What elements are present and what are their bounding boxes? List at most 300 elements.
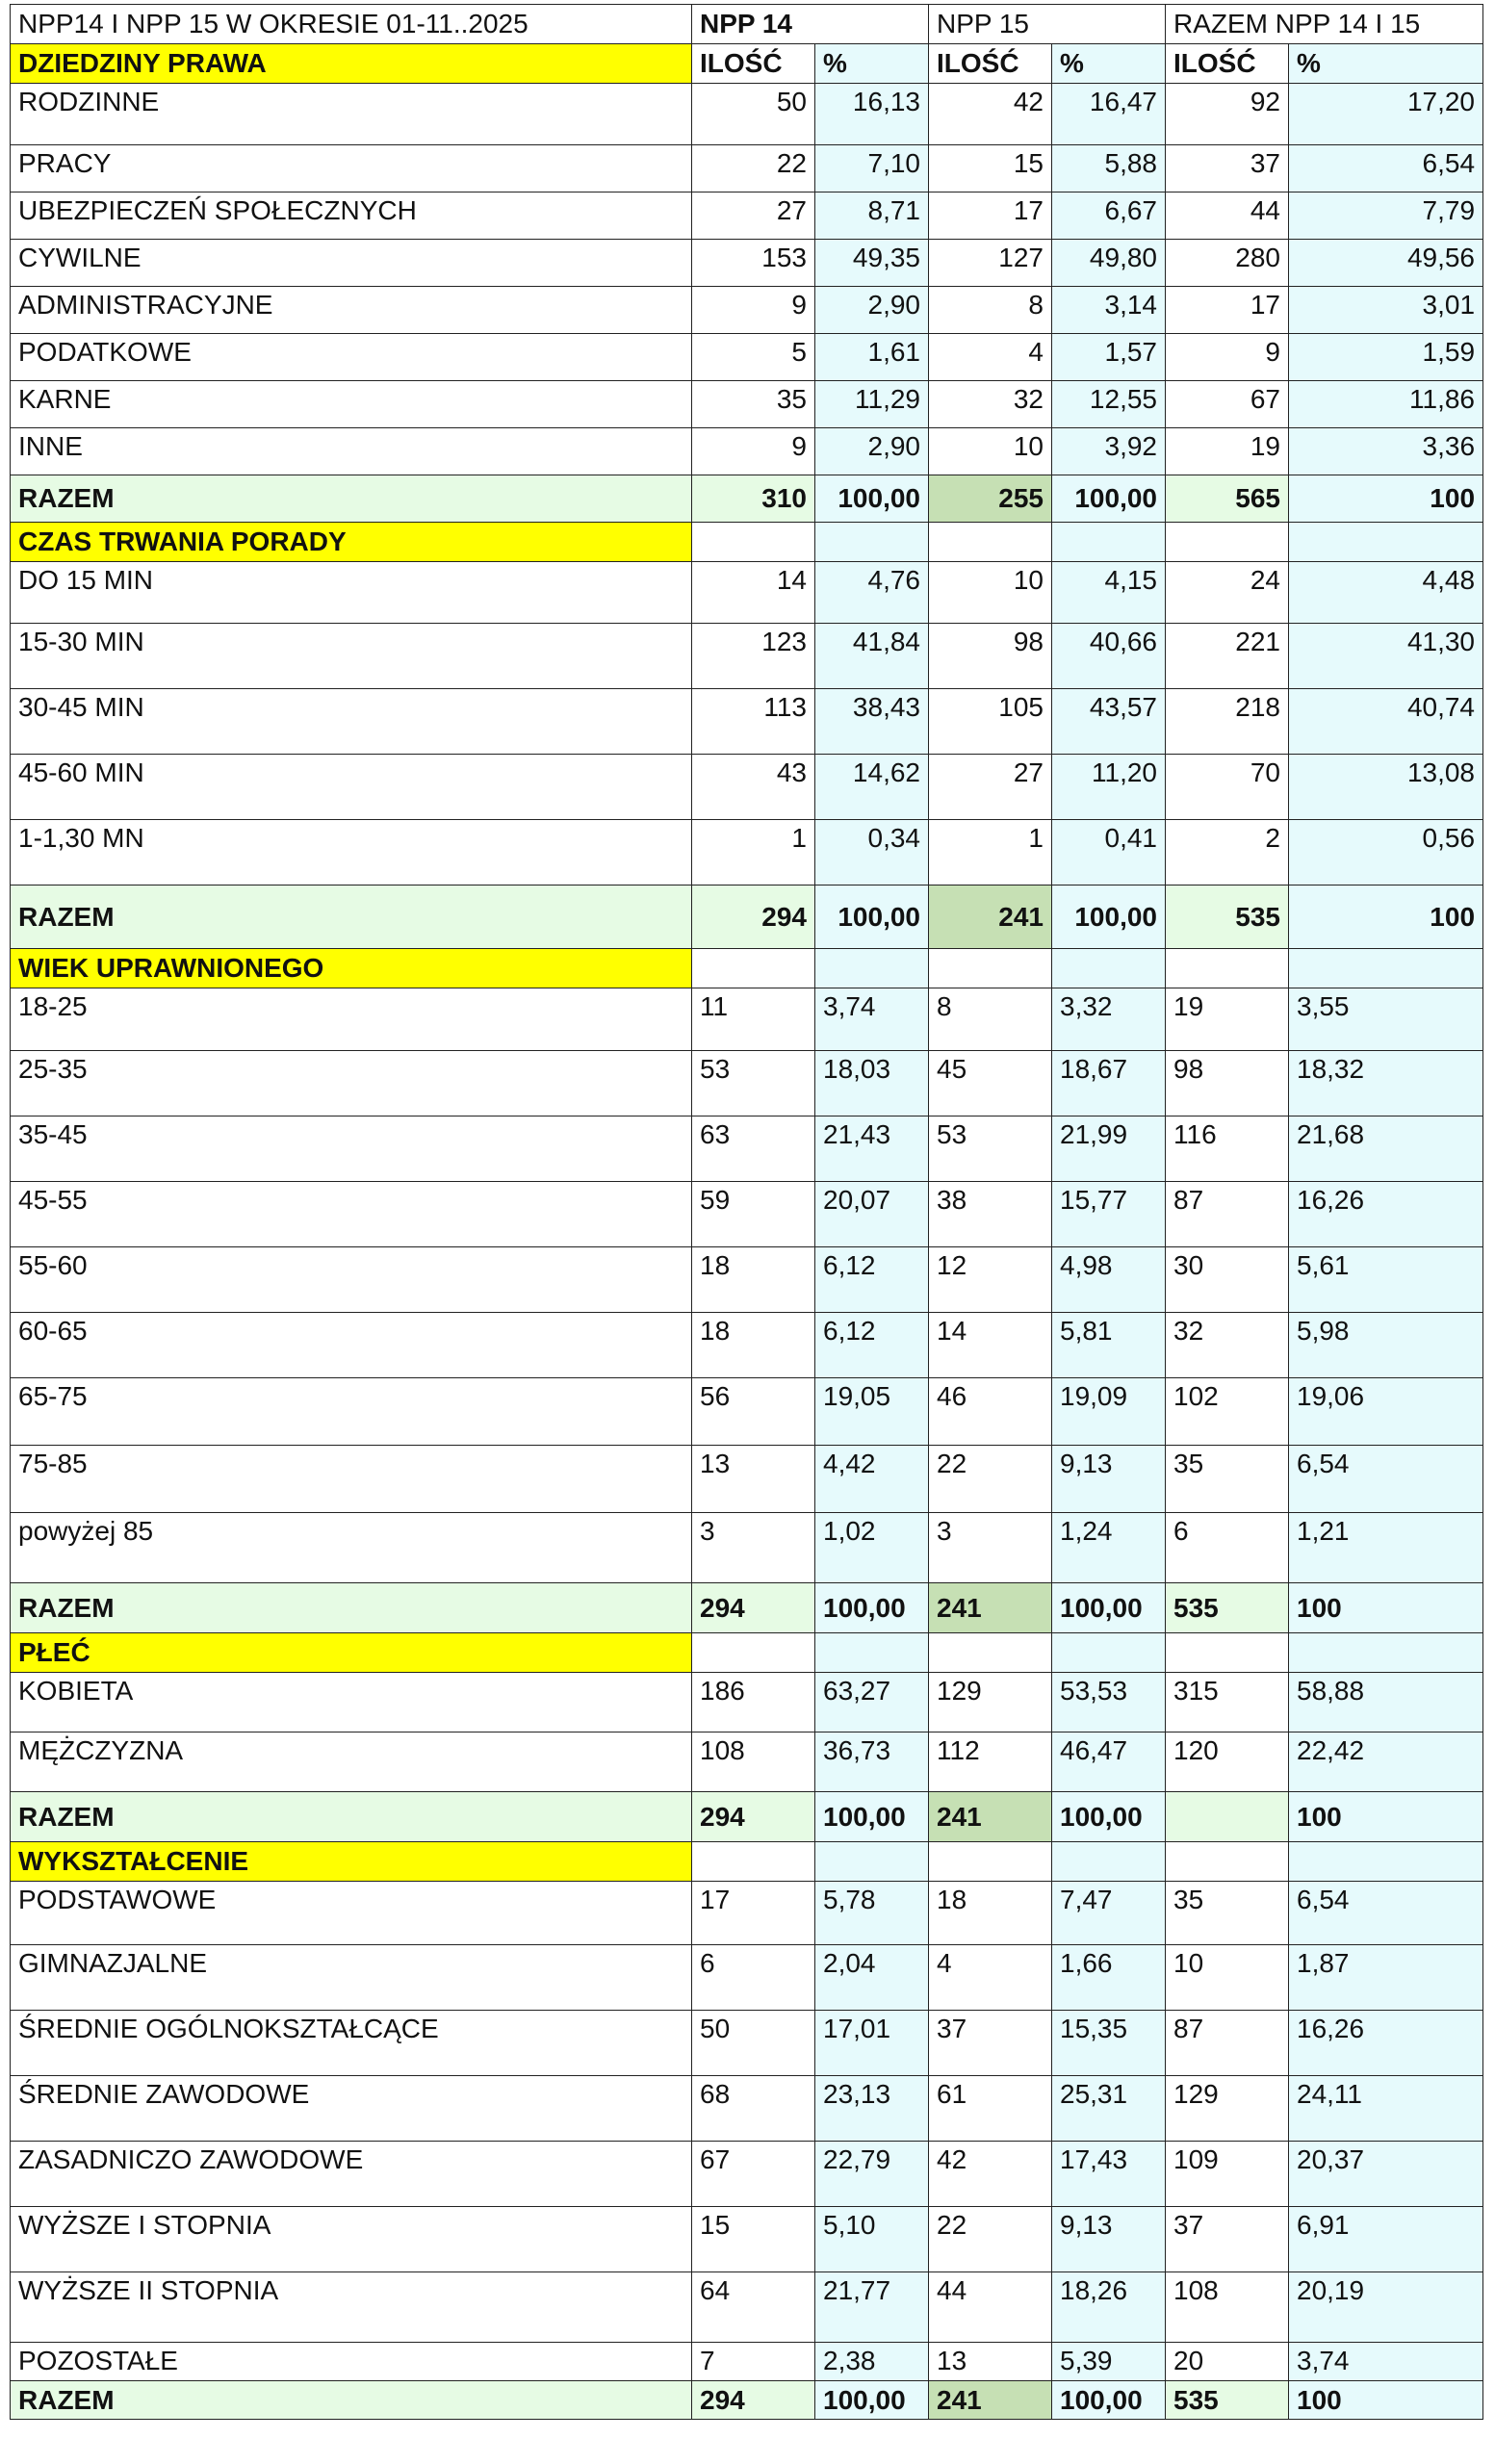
percent-value: 5,98 (1289, 1313, 1483, 1378)
count-value: 6 (1166, 1513, 1289, 1583)
empty-cell (692, 1633, 815, 1673)
count-value: 102 (1166, 1378, 1289, 1446)
percent-value: 46,47 (1052, 1732, 1166, 1792)
percent-value: 41,84 (815, 624, 929, 689)
count-value: 1 (929, 820, 1052, 886)
count-value: 218 (1166, 689, 1289, 755)
count-value: 221 (1166, 624, 1289, 689)
percent-value: 4,98 (1052, 1247, 1166, 1313)
percent-value: 6,67 (1052, 192, 1166, 240)
count-value: 116 (1166, 1116, 1289, 1182)
percent-value: 20,19 (1289, 2272, 1483, 2343)
percent-value: 21,77 (815, 2272, 929, 2343)
empty-cell (1052, 1842, 1166, 1882)
total-count: 294 (692, 1583, 815, 1633)
row-label: 25-35 (11, 1051, 692, 1116)
empty-cell (1289, 1842, 1483, 1882)
statistics-table (10, 4, 1483, 2420)
table-row (11, 2011, 1483, 2076)
percent-value: 1,61 (815, 334, 929, 381)
total-percent: 100 (1289, 1583, 1483, 1633)
count-value: 64 (692, 2272, 815, 2343)
count-value: 32 (929, 381, 1052, 428)
table-row (11, 1313, 1483, 1378)
section-title: DZIEDZINY PRAWA (11, 44, 692, 84)
row-label: POZOSTAŁE (11, 2343, 692, 2381)
percent-value: 1,57 (1052, 334, 1166, 381)
percent-value: 17,20 (1289, 84, 1483, 145)
count-value: 35 (1166, 1882, 1289, 1945)
percent-value: 49,35 (815, 240, 929, 287)
percent-value: 16,26 (1289, 1182, 1483, 1247)
percent-value: 25,31 (1052, 2076, 1166, 2142)
row-label: 60-65 (11, 1313, 692, 1378)
empty-cell (1166, 523, 1289, 562)
percent-value: 1,24 (1052, 1513, 1166, 1583)
count-value: 18 (692, 1247, 815, 1313)
table-row (11, 689, 1483, 755)
row-label: RODZINNE (11, 84, 692, 145)
percent-value: 5,81 (1052, 1313, 1166, 1378)
row-label: WYŻSZE I STOPNIA (11, 2207, 692, 2272)
total-percent: 100,00 (815, 475, 929, 523)
total-percent: 100,00 (1052, 886, 1166, 949)
row-label: INNE (11, 428, 692, 475)
row-label: 30-45 MIN (11, 689, 692, 755)
count-value: 37 (929, 2011, 1052, 2076)
total-count: 535 (1166, 2381, 1289, 2420)
percent-value: 4,42 (815, 1446, 929, 1513)
row-label: ŚREDNIE OGÓLNOKSZTAŁCĄCE (11, 2011, 692, 2076)
count-value: 9 (1166, 334, 1289, 381)
razem-header: RAZEM NPP 14 I 15 (1166, 5, 1483, 44)
percent-value: 1,66 (1052, 1945, 1166, 2011)
table-row (11, 192, 1483, 240)
percent-value: 3,74 (815, 988, 929, 1051)
empty-cell (929, 1842, 1052, 1882)
total-percent: 100,00 (815, 1792, 929, 1842)
count-value: 8 (929, 287, 1052, 334)
percent-value: 13,08 (1289, 755, 1483, 820)
row-label: CYWILNE (11, 240, 692, 287)
percent-value: 16,26 (1289, 2011, 1483, 2076)
percent-value: 49,56 (1289, 240, 1483, 287)
total-percent: 100,00 (815, 886, 929, 949)
percent-value: 12,55 (1052, 381, 1166, 428)
count-value: 120 (1166, 1732, 1289, 1792)
count-value: 8 (929, 988, 1052, 1051)
table-row (11, 381, 1483, 428)
percent-value: 3,74 (1289, 2343, 1483, 2381)
percent-value: 5,39 (1052, 2343, 1166, 2381)
total-count: 241 (929, 1583, 1052, 1633)
total-row (11, 1792, 1483, 1842)
table-row (11, 1945, 1483, 2011)
table-row (11, 287, 1483, 334)
section-title: PŁEĆ (11, 1633, 692, 1673)
count-value: 19 (1166, 428, 1289, 475)
count-value: 10 (929, 428, 1052, 475)
percent-value: 19,06 (1289, 1378, 1483, 1446)
count-value: 92 (1166, 84, 1289, 145)
total-label: RAZEM (11, 1792, 692, 1842)
percent-value: 21,68 (1289, 1116, 1483, 1182)
percent-value: 9,13 (1052, 2207, 1166, 2272)
section-header-row (11, 949, 1483, 988)
percent-value: 5,88 (1052, 145, 1166, 192)
percent-value: 20,37 (1289, 2142, 1483, 2207)
percent-value: 2,38 (815, 2343, 929, 2381)
percent-value: 1,21 (1289, 1513, 1483, 1583)
table-row (11, 2272, 1483, 2343)
count-value: 44 (1166, 192, 1289, 240)
empty-cell (1289, 523, 1483, 562)
percent-value: 21,99 (1052, 1116, 1166, 1182)
table-row (11, 1882, 1483, 1945)
count-value: 18 (692, 1313, 815, 1378)
row-label: 35-45 (11, 1116, 692, 1182)
row-label: 45-60 MIN (11, 755, 692, 820)
table-row (11, 2076, 1483, 2142)
percent-value: 40,66 (1052, 624, 1166, 689)
table-row (11, 240, 1483, 287)
total-row (11, 2381, 1483, 2420)
percent-value: 6,54 (1289, 1882, 1483, 1945)
table-row (11, 334, 1483, 381)
count-value: 11 (692, 988, 815, 1051)
count-value: 315 (1166, 1673, 1289, 1732)
count-value: 37 (1166, 2207, 1289, 2272)
count-value: 35 (692, 381, 815, 428)
percent-value: 6,12 (815, 1313, 929, 1378)
percent-value: 0,41 (1052, 820, 1166, 886)
percent-value: 6,12 (815, 1247, 929, 1313)
table-row (11, 1446, 1483, 1513)
percent-value: 16,13 (815, 84, 929, 145)
table-row (11, 820, 1483, 886)
percent-value: 4,15 (1052, 562, 1166, 624)
total-percent: 100 (1289, 475, 1483, 523)
percent-value: 17,01 (815, 2011, 929, 2076)
table-row (11, 1051, 1483, 1116)
count-value: 17 (1166, 287, 1289, 334)
count-value: 42 (929, 2142, 1052, 2207)
count-value: 1 (692, 820, 815, 886)
percent-value: 43,57 (1052, 689, 1166, 755)
count-value: 3 (929, 1513, 1052, 1583)
percent-value: 11,86 (1289, 381, 1483, 428)
total-count: 535 (1166, 886, 1289, 949)
percent-value: 7,47 (1052, 1882, 1166, 1945)
table-row (11, 145, 1483, 192)
total-count (1166, 1792, 1289, 1842)
total-percent: 100,00 (1052, 1792, 1166, 1842)
count-value: 50 (692, 84, 815, 145)
percent-value: 3,32 (1052, 988, 1166, 1051)
empty-cell (929, 949, 1052, 988)
count-value: 38 (929, 1182, 1052, 1247)
section-header-row (11, 1842, 1483, 1882)
percent-value: 20,07 (815, 1182, 929, 1247)
percent-value: 11,29 (815, 381, 929, 428)
percent-value: 6,54 (1289, 1446, 1483, 1513)
total-count: 294 (692, 2381, 815, 2420)
row-label: KOBIETA (11, 1673, 692, 1732)
total-percent: 100,00 (1052, 475, 1166, 523)
count-value: 32 (1166, 1313, 1289, 1378)
empty-cell (929, 1633, 1052, 1673)
table-row (11, 988, 1483, 1051)
count-value: 59 (692, 1182, 815, 1247)
count-value: 35 (1166, 1446, 1289, 1513)
count-value: 17 (692, 1882, 815, 1945)
empty-cell (1166, 1633, 1289, 1673)
count-value: 10 (1166, 1945, 1289, 2011)
percent-value: 6,91 (1289, 2207, 1483, 2272)
total-percent: 100 (1289, 2381, 1483, 2420)
total-count: 241 (929, 1792, 1052, 1842)
table-row (11, 1378, 1483, 1446)
percent-value: 21,43 (815, 1116, 929, 1182)
count-value: 186 (692, 1673, 815, 1732)
count-value: 19 (1166, 988, 1289, 1051)
count-value: 27 (929, 755, 1052, 820)
empty-cell (815, 1842, 929, 1882)
count-value: 22 (929, 1446, 1052, 1513)
percent-value: 58,88 (1289, 1673, 1483, 1732)
row-label: 75-85 (11, 1446, 692, 1513)
percent-column-header: % (1289, 44, 1483, 84)
percent-value: 3,92 (1052, 428, 1166, 475)
percent-value: 22,42 (1289, 1732, 1483, 1792)
table-row (11, 1182, 1483, 1247)
percent-value: 3,14 (1052, 287, 1166, 334)
total-label: RAZEM (11, 886, 692, 949)
count-value: 4 (929, 1945, 1052, 2011)
table-row (11, 428, 1483, 475)
count-value: 15 (929, 145, 1052, 192)
row-label: PODSTAWOWE (11, 1882, 692, 1945)
percent-value: 2,90 (815, 428, 929, 475)
percent-value: 15,35 (1052, 2011, 1166, 2076)
percent-value: 1,59 (1289, 334, 1483, 381)
total-percent: 100,00 (815, 1583, 929, 1633)
empty-cell (692, 1842, 815, 1882)
count-value: 105 (929, 689, 1052, 755)
npp14-header: NPP 14 (692, 5, 929, 44)
count-value: 50 (692, 2011, 815, 2076)
percent-value: 3,55 (1289, 988, 1483, 1051)
count-value: 280 (1166, 240, 1289, 287)
table-row (11, 84, 1483, 145)
table-row (11, 2207, 1483, 2272)
count-value: 7 (692, 2343, 815, 2381)
total-count: 565 (1166, 475, 1289, 523)
percent-value: 36,73 (815, 1732, 929, 1792)
count-value: 108 (1166, 2272, 1289, 2343)
percent-value: 18,26 (1052, 2272, 1166, 2343)
percent-value: 5,78 (815, 1882, 929, 1945)
percent-value: 24,11 (1289, 2076, 1483, 2142)
total-count: 294 (692, 1792, 815, 1842)
count-value: 70 (1166, 755, 1289, 820)
count-value: 22 (692, 145, 815, 192)
percent-value: 19,05 (815, 1378, 929, 1446)
count-value: 27 (692, 192, 815, 240)
count-value: 112 (929, 1732, 1052, 1792)
count-value: 56 (692, 1378, 815, 1446)
row-label: MĘŻCZYZNA (11, 1732, 692, 1792)
count-value: 3 (692, 1513, 815, 1583)
row-label: GIMNAZJALNE (11, 1945, 692, 2011)
total-percent: 100 (1289, 886, 1483, 949)
percent-value: 18,67 (1052, 1051, 1166, 1116)
total-count: 255 (929, 475, 1052, 523)
count-value: 108 (692, 1732, 815, 1792)
percent-value: 5,10 (815, 2207, 929, 2272)
npp15-header: NPP 15 (929, 5, 1166, 44)
row-label: 18-25 (11, 988, 692, 1051)
section-title: CZAS TRWANIA PORADY (11, 523, 692, 562)
percent-value: 17,43 (1052, 2142, 1166, 2207)
empty-cell (692, 523, 815, 562)
percent-value: 1,87 (1289, 1945, 1483, 2011)
total-label: RAZEM (11, 2381, 692, 2420)
count-value: 98 (929, 624, 1052, 689)
count-value: 63 (692, 1116, 815, 1182)
row-label: 45-55 (11, 1182, 692, 1247)
percent-value: 5,61 (1289, 1247, 1483, 1313)
count-value: 20 (1166, 2343, 1289, 2381)
count-value: 4 (929, 334, 1052, 381)
percent-value: 11,20 (1052, 755, 1166, 820)
percent-column-header: % (815, 44, 929, 84)
row-label: 55-60 (11, 1247, 692, 1313)
percent-value: 7,79 (1289, 192, 1483, 240)
percent-value: 14,62 (815, 755, 929, 820)
percent-value: 3,01 (1289, 287, 1483, 334)
table-row (11, 1247, 1483, 1313)
row-label: ZASADNICZO ZAWODOWE (11, 2142, 692, 2207)
percent-value: 0,56 (1289, 820, 1483, 886)
percent-value: 19,09 (1052, 1378, 1166, 1446)
total-row (11, 1583, 1483, 1633)
row-label: KARNE (11, 381, 692, 428)
section-title: WYKSZTAŁCENIE (11, 1842, 692, 1882)
count-value: 87 (1166, 1182, 1289, 1247)
percent-value: 53,53 (1052, 1673, 1166, 1732)
row-label: PRACY (11, 145, 692, 192)
percent-value: 49,80 (1052, 240, 1166, 287)
percent-value: 2,90 (815, 287, 929, 334)
row-label: 15-30 MIN (11, 624, 692, 689)
count-value: 127 (929, 240, 1052, 287)
count-value: 45 (929, 1051, 1052, 1116)
percent-column-header: % (1052, 44, 1166, 84)
empty-cell (1052, 523, 1166, 562)
section-header-row (11, 523, 1483, 562)
count-value: 5 (692, 334, 815, 381)
count-value: 14 (929, 1313, 1052, 1378)
total-percent: 100,00 (815, 2381, 929, 2420)
table-row (11, 1673, 1483, 1732)
count-value: 13 (929, 2343, 1052, 2381)
row-label: ADMINISTRACYJNE (11, 287, 692, 334)
section-title: WIEK UPRAWNIONEGO (11, 949, 692, 988)
percent-value: 40,74 (1289, 689, 1483, 755)
percent-value: 22,79 (815, 2142, 929, 2207)
row-label: PODATKOWE (11, 334, 692, 381)
table-row (11, 562, 1483, 624)
count-value: 2 (1166, 820, 1289, 886)
section-header-row (11, 1633, 1483, 1673)
count-value: 9 (692, 287, 815, 334)
total-count: 241 (929, 886, 1052, 949)
table-row (11, 624, 1483, 689)
percent-value: 4,76 (815, 562, 929, 624)
percent-value: 41,30 (1289, 624, 1483, 689)
empty-cell (815, 1633, 929, 1673)
table-row (11, 1513, 1483, 1583)
count-value: 44 (929, 2272, 1052, 2343)
total-percent: 100,00 (1052, 1583, 1166, 1633)
row-label: 65-75 (11, 1378, 692, 1446)
percent-value: 7,10 (815, 145, 929, 192)
count-value: 113 (692, 689, 815, 755)
percent-value: 9,13 (1052, 1446, 1166, 1513)
table-row (11, 1732, 1483, 1792)
total-percent: 100 (1289, 1792, 1483, 1842)
percent-value: 18,32 (1289, 1051, 1483, 1116)
count-value: 6 (692, 1945, 815, 2011)
count-value: 68 (692, 2076, 815, 2142)
percent-value: 15,77 (1052, 1182, 1166, 1247)
ilosc-column-header: ILOŚĆ (692, 44, 815, 84)
count-value: 42 (929, 84, 1052, 145)
total-row (11, 886, 1483, 949)
ilosc-column-header: ILOŚĆ (1166, 44, 1289, 84)
total-count: 294 (692, 886, 815, 949)
empty-cell (815, 523, 929, 562)
empty-cell (1052, 949, 1166, 988)
count-value: 53 (929, 1116, 1052, 1182)
count-value: 129 (1166, 2076, 1289, 2142)
empty-cell (1052, 1633, 1166, 1673)
count-value: 61 (929, 2076, 1052, 2142)
total-count: 241 (929, 2381, 1052, 2420)
percent-value: 6,54 (1289, 145, 1483, 192)
ilosc-column-header: ILOŚĆ (929, 44, 1052, 84)
table-row (11, 1116, 1483, 1182)
count-value: 109 (1166, 2142, 1289, 2207)
row-label: UBEZPIECZEŃ SPOŁECZNYCH (11, 192, 692, 240)
total-count: 535 (1166, 1583, 1289, 1633)
count-value: 46 (929, 1378, 1052, 1446)
percent-value: 4,48 (1289, 562, 1483, 624)
count-value: 87 (1166, 2011, 1289, 2076)
total-label: RAZEM (11, 1583, 692, 1633)
percent-value: 38,43 (815, 689, 929, 755)
count-value: 9 (692, 428, 815, 475)
percent-value: 16,47 (1052, 84, 1166, 145)
count-value: 14 (692, 562, 815, 624)
empty-cell (692, 949, 815, 988)
row-label: powyżej 85 (11, 1513, 692, 1583)
table-row (11, 2142, 1483, 2207)
title-row (11, 5, 1483, 44)
count-value: 53 (692, 1051, 815, 1116)
count-value: 24 (1166, 562, 1289, 624)
